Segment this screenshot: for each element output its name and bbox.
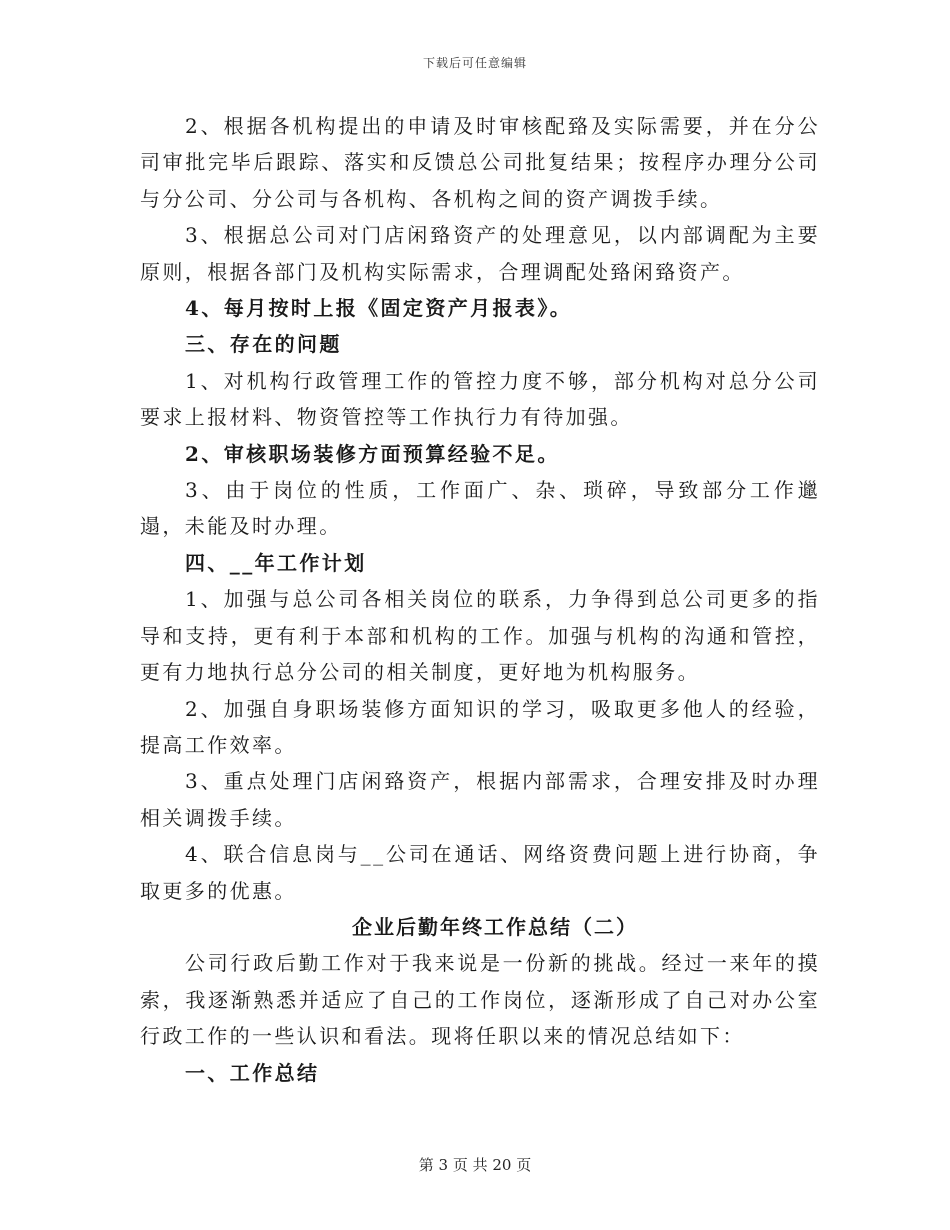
document-body bbox=[140, 108, 820, 1091]
section-heading-work-plan: 四、__年工作计划 bbox=[185, 550, 367, 575]
paragraph-problem-3: 3、由于岗位的性质，工作面广、杂、琐碎，导致部分工作邋遢，未能及时办理。 bbox=[140, 478, 820, 539]
paragraph-problem-1: 1、对机构行政管理工作的管控力度不够，部分机构对总分公司要求上报材料、物资管控等工作执行力有待加强。 bbox=[140, 368, 820, 430]
page-footer-number: 第 3 页 共 20 页 bbox=[418, 1156, 532, 1174]
section-heading-problems: 三、存在的问题 bbox=[185, 332, 342, 357]
paragraph-plan-1: 1、加强与总公司各相关岗位的联系，力争得到总公司更多的指导和支持，更有利于本部和机构的工作。加强与机构的沟通和管控，更有力地执行总分公司的相关制度，更好地为机构服务。 bbox=[140, 587, 820, 685]
paragraph-plan-4: 4、联合信息岗与__公司在通话、网络资费问题上进行协商，争取更多的优惠。 bbox=[140, 842, 820, 903]
paragraph-plan-3: 3、重点处理门店闲臵资产，根据内部需求，合理安排及时办理相关调拨手续。 bbox=[140, 769, 820, 830]
page-header-note: 下载后可任意编辑 bbox=[422, 56, 527, 70]
paragraph-item-3-idle-assets: 3、根据总公司对门店闲臵资产的处理意见，以内部调配为主要原则，根据各部门及机构实际需求，合理调配处臵闲臵资产。 bbox=[140, 223, 820, 284]
section-heading-work-summary: 一、工作总结 bbox=[185, 1060, 320, 1085]
paragraph-item-4-monthly-report: 4、每月按时上报《固定资产月报表》。 bbox=[185, 296, 573, 321]
paragraph-intro: 公司行政后勤工作对于我来说是一份新的挑战。经过一来年的摸索，我逐渐熟悉并适应了自己的工作岗位，逐渐形成了自己对办公室行政工作的一些认识和看法。现将任职以来的情况总结如下： bbox=[140, 951, 820, 1049]
paragraph-item-2-approval: 2、根据各机构提出的申请及时审核配臵及实际需要，并在分公司审批完毕后跟踪、落实和反馈总公司批复结果；按程序办理分公司与分公司、分公司与各机构、各机构之间的资产调拨手续。 bbox=[140, 114, 820, 211]
paragraph-plan-2: 2、加强自身职场装修方面知识的学习，吸取更多他人的经验，提高工作效率。 bbox=[140, 696, 820, 757]
document-section-title: 企业后勤年终工作总结（二） bbox=[352, 914, 638, 939]
paragraph-problem-2: 2、审核职场装修方面预算经验不足。 bbox=[185, 441, 560, 466]
